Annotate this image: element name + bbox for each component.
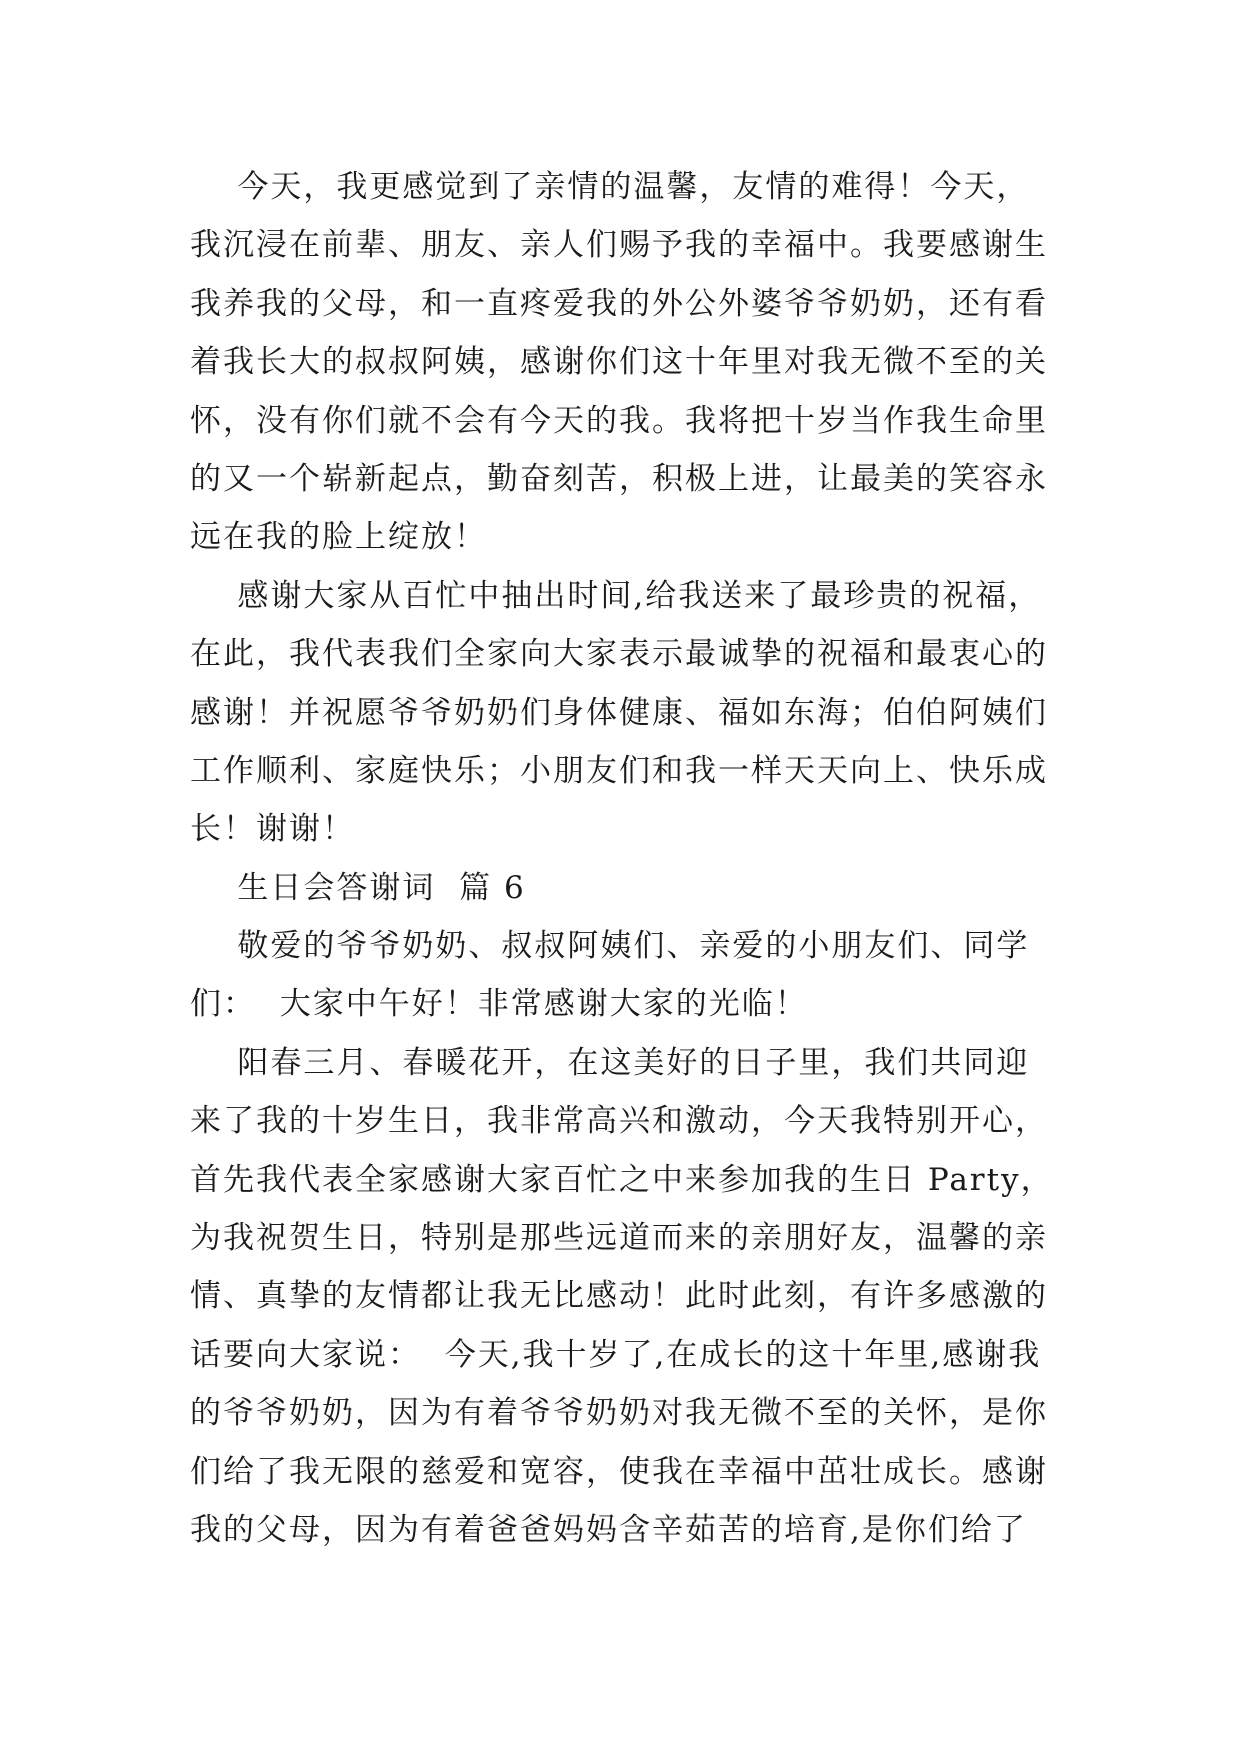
text-line: 远在我的脸上绽放！ (190, 519, 487, 556)
document-body (190, 158, 1070, 1559)
text-line: 们给了我无限的慈爱和宽容，使我在幸福中茁壮成长。感谢 (190, 1453, 1048, 1490)
text-line: 我的父母，因为有着爸爸妈妈含辛茹苦的培育,是你们给了 (190, 1511, 1027, 1548)
text-line: 为我祝贺生日，特别是那些远道而来的亲朋好友，温馨的亲 (190, 1220, 1048, 1257)
text-line: 们： 大家中午好！非常感谢大家的光临！ (190, 986, 808, 1023)
text-line: 感谢！并祝愿爷爷奶奶们身体健康、福如东海；伯伯阿姨们 (190, 694, 1048, 731)
text-line: 我沉浸在前辈、朋友、亲人们赐予我的幸福中。我要感谢生 (190, 227, 1048, 264)
text-line: 首先我代表全家感谢大家百忙之中来参加我的生日 Party， (190, 1161, 1054, 1198)
text-line: 阳春三月、春暖花开，在这美好的日子里，我们共同迎 (190, 1044, 1030, 1081)
text-line: 怀，没有你们就不会有今天的我。我将把十岁当作我生命里 (190, 402, 1048, 439)
text-line: 的又一个崭新起点，勤奋刻苦，积极上进，让最美的笑容永 (190, 460, 1048, 497)
text-line: 的爷爷奶奶，因为有着爷爷奶奶对我无微不至的关怀，是你 (190, 1395, 1048, 1432)
text-line: 今天，我更感觉到了亲情的温馨，友情的难得！今天， (190, 169, 1030, 205)
text-line: 来了我的十岁生日，我非常高兴和激动，今天我特别开心， (190, 1103, 1048, 1140)
text-line: 工作顺利、家庭快乐；小朋友们和我一样天天向上、快乐成 (190, 752, 1048, 789)
text-line: 话要向大家说： 今天,我十岁了,在成长的这十年里,感谢我 (190, 1336, 1042, 1373)
text-line: 我养我的父母，和一直疼爱我的外公外婆爷爷奶奶，还有看 (190, 285, 1048, 322)
section-heading: 生日会答谢词 篇 6 (190, 869, 526, 906)
text-line: 情、真挚的友情都让我无比感动！此时此刻，有许多感激的 (190, 1278, 1048, 1315)
text-line: 长！谢谢！ (190, 811, 355, 848)
text-line: 感谢大家从百忙中抽出时间,给我送来了最珍贵的祝福， (190, 577, 1042, 614)
text-line: 着我长大的叔叔阿姨，感谢你们这十年里对我无微不至的关 (190, 344, 1048, 381)
text-line: 在此，我代表我们全家向大家表示最诚挚的祝福和最衷心的 (190, 636, 1048, 673)
text-line: 敬爱的爷爷奶奶、叔叔阿姨们、亲爱的小朋友们、同学 (190, 928, 1030, 965)
